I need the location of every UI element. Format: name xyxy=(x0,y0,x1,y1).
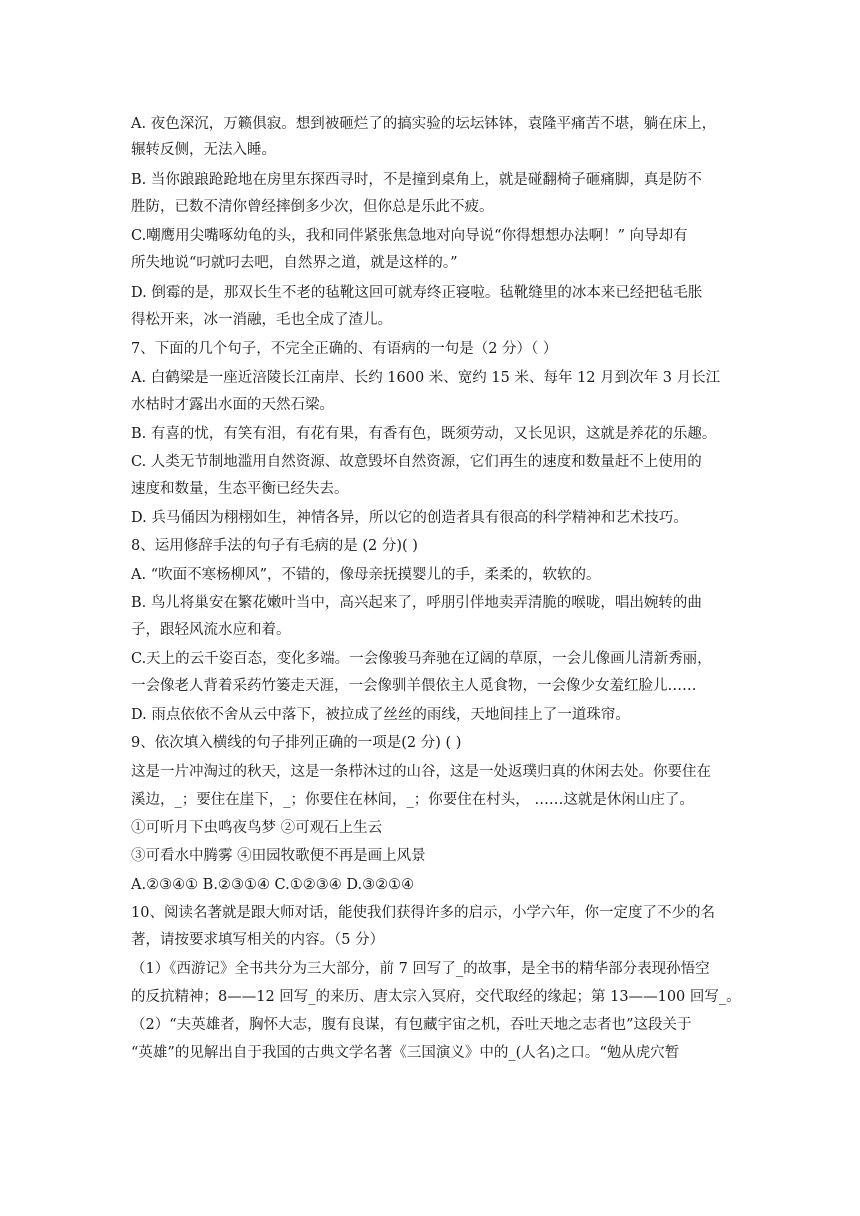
text-line: ③可看水中腾雾 ④田园牧歌便不再是画上风景 xyxy=(131,848,426,864)
text-line: D. 倒霉的是，那双长生不老的毡靴这回可就寿终正寝啦。毡靴缝里的冰本来已经把毡毛胀 xyxy=(131,285,703,301)
text-line: 得松开来，冰一消融，毛也全成了渣儿。 xyxy=(131,312,392,328)
text-line: （2）“夫英雄者，胸怀大志，腹有良谋，有包藏宇宙之机，吞吐天地之志者也”这段关于 xyxy=(131,1017,692,1033)
text-line: “英雄”的见解出自于我国的古典文学名著《三国演义》中的_(人名)之口。“勉从虎穴暂 xyxy=(131,1045,680,1061)
text-line: D. 雨点依依不舍从云中落下，被拉成了丝丝的雨线，天地间挂上了一道珠帘。 xyxy=(131,707,630,723)
text-line: 胜防，已数不清你曾经摔倒多少次，但你总是乐此不疲。 xyxy=(131,199,494,215)
text-line: A. “吹面不寒杨柳风”，不错的，像母亲抚摸婴儿的手，柔柔的，软软的。 xyxy=(131,567,601,583)
question-9-heading: 9、依次填入横线的句子排列正确的一项是(2 分) ( ) xyxy=(131,735,462,751)
text-line: 的反抗精神；8——12 回写_的来历、唐太宗入冥府，交代取经的缘起；第 13——100 回写_。 xyxy=(131,989,741,1005)
text-line: B. 当你踉踉跄跄地在房里东探西寻时，不是撞到桌角上，就是碰翻椅子砸痛脚，真是防不 xyxy=(131,172,702,188)
text-line: 溪边，_；要住在崖下，_；你要住在林间，_；你要住在村头， ……这就是休闲山庄了。 xyxy=(131,792,694,808)
question-7-heading: 7、下面的几个句子，不完全正确的、有语病的一句是（2 分）（ ） xyxy=(131,341,558,357)
text-line: 著，请按要求填写相关的内容。（5 分） xyxy=(131,932,385,948)
text-line: 辗转反侧，无法入睡。 xyxy=(131,142,276,158)
text-line: C.天上的云千姿百态，变化多端。一会像骏马奔驰在辽阔的草原，一会儿像画儿清新秀丽， xyxy=(131,651,712,667)
text-line: C.嘲鹰用尖嘴啄幼龟的头，我和同伴紧张焦急地对向导说“你得想想办法啊！” 向导却有 xyxy=(131,228,688,244)
text-line: B. 有喜的忧，有笑有泪，有花有果，有香有色，既须劳动，又长见识，这就是养花的乐趣。 xyxy=(131,426,717,442)
text-line: A. 白鹤梁是一座近涪陵长江南岸、长约 1600 米、宽约 15 米、每年 12 月到次年 3 月长江 xyxy=(131,370,721,386)
text-line: 子，跟轻风流水应和着。 xyxy=(131,622,291,638)
answer-options: A.②③④① B.②③①④ C.①②③④ D.③②①④ xyxy=(131,877,415,893)
text-line: 这是一片冲淘过的秋天，这是一条栉沐过的山谷，这是一处返璞归真的休闲去处。你要住在 xyxy=(131,764,711,780)
question-10-heading: 10、阅读名著就是跟大师对话，能使我们获得许多的启示，小学六年，你一定度了不少的名 xyxy=(131,905,715,921)
text-line: （1）《西游记》全书共分为三大部分，前 7 回写了_的故事，是全书的精华部分表现孙悟空 xyxy=(131,961,710,977)
text-line: C. 人类无节制地滥用自然资源、故意毁坏自然资源，它们再生的速度和数量赶不上使用的 xyxy=(131,454,702,470)
text-line: A. 夜色深沉，万籁俱寂。想到被砸烂了的搞实验的坛坛钵钵，袁隆平痛苦不堪，躺在床上， xyxy=(131,116,717,132)
question-8-heading: 8、运用修辞手法的句子有毛病的是 (2 分)( ) xyxy=(131,538,418,554)
text-line: 一会像老人背着采药竹篓走天涯，一会像驯羊偎依主人觅食物，一会像少女羞红脸儿…… xyxy=(131,678,697,694)
text-line: 所失地说“叼就叼去吧，自然界之道，就是这样的。” xyxy=(131,255,458,271)
text-line: ①可听月下虫鸣夜鸟梦 ②可观石上生云 xyxy=(131,820,383,836)
text-line: B. 鸟儿将巢安在繁花嫩叶当中，高兴起来了，呼朋引伴地卖弄清脆的喉咙，唱出婉转的曲 xyxy=(131,595,702,611)
text-line: D. 兵马俑因为栩栩如生，神情各异，所以它的创造者具有很高的科学精神和艺术技巧。 xyxy=(131,510,688,526)
text-line: 水枯时才露出水面的天然石梁。 xyxy=(131,397,334,413)
text-line: 速度和数量，生态平衡已经失去。 xyxy=(131,481,349,497)
